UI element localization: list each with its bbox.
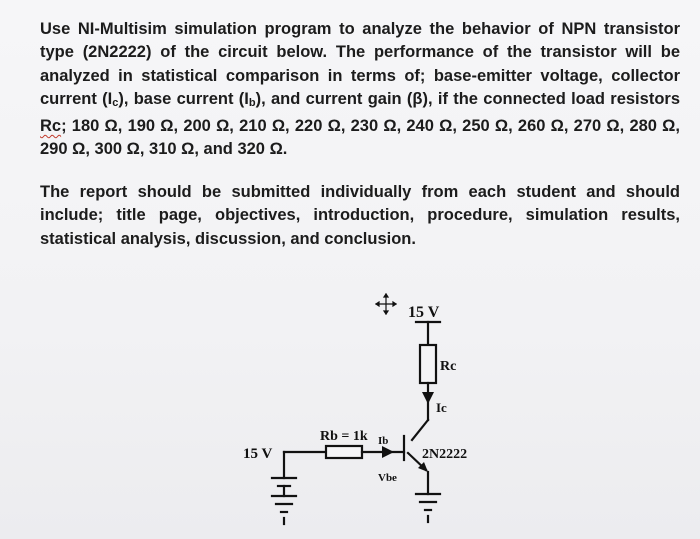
text-line: statistical analysis, discussion, and conclusion. (40, 229, 416, 248)
text-line-resistors: Rc; 180 Ω, 190 Ω, 200 Ω, 210 Ω, 220 Ω, 230 Ω, 240 Ω, 250 Ω, 260 Ω, 270 Ω, 280 Ω, (40, 117, 680, 136)
transistor-label: 2N2222 (422, 447, 468, 462)
vbb-label: 15 V (243, 446, 273, 462)
text-line-currents: current (Ic), base current (Ib), and current gain (β), if the connected load resistors (40, 89, 680, 109)
collector-resistor (420, 345, 436, 383)
ic-label: Ic (436, 400, 447, 415)
rc-label: Rc (440, 359, 457, 374)
text-line: analyzed in statistical comparison in terms of; base-emitter voltage, collector (40, 66, 680, 85)
vbe-label: Vbe (378, 472, 397, 484)
text-line: Use NI-Multisim simulation program to analyze the behavior of NPN transistor (40, 20, 680, 38)
text-line: The report should be submitted individually from each student and should (40, 183, 680, 201)
text-line: include; title page, objectives, introduction, procedure, simulation results, (40, 206, 680, 225)
base-resistor (326, 446, 362, 458)
move-cursor-icon (376, 294, 396, 314)
ib-arrow-icon (382, 446, 394, 458)
text-line: type (2N2222) of the circuit below. The performance of the transistor will be (40, 43, 680, 62)
vcc-label: 15 V (408, 304, 440, 321)
base-ground-icon (272, 496, 296, 524)
collector-to-transistor (412, 420, 428, 440)
rb-label: Rb = 1k (320, 429, 368, 444)
text-line: 290 Ω, 300 Ω, 310 Ω, and 320 Ω. (40, 140, 288, 159)
ib-label: Ib (378, 435, 389, 447)
emitter-ground-icon (416, 494, 440, 522)
battery-icon (272, 478, 296, 486)
spellcheck-word: Rc (40, 117, 62, 136)
